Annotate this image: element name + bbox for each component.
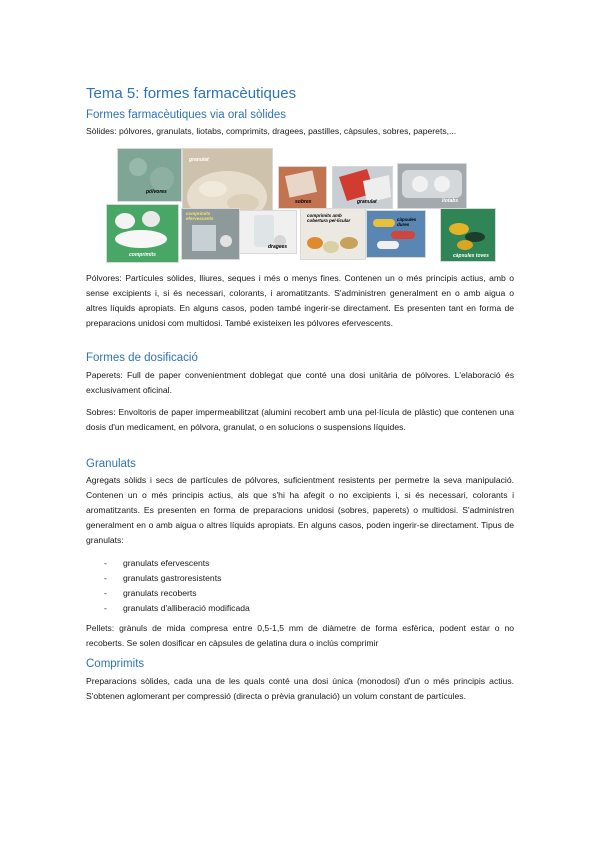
- photo-label: liotabs: [442, 198, 459, 204]
- photo-dragees: [266, 210, 294, 252]
- solids-intro: Sòlides: pólvores, granulats, liotabs, comprimits, dragees, pastilles, càpsules, sobres, paperets,...: [86, 126, 457, 136]
- pellets-paragraph: Pellets: grànuls de mida compresa entre 0,5-1,5 mm de diàmetre de forma esfèrica, podent estar o no recoberts. Se solen dosificar en càpsules de gelatina dura o inclús comprimir: [86, 623, 514, 648]
- list-item: - granulats recoberts: [104, 588, 197, 598]
- photo-label: càpsules toves: [453, 253, 489, 259]
- photo-granulat-sachet: [332, 166, 393, 209]
- photo-liotabs: [397, 163, 467, 209]
- photo-label: càpsules dures: [397, 217, 417, 227]
- comprimits-paragraph: Preparacions sòlides, cada una de les quals conté una dosi única (monodosi) d'un o més principis actius. S'obtenen aglomerant per compressió (directa o prèvia granulació) un volum constant de partícules.: [86, 676, 514, 701]
- photo-label: granulat: [189, 157, 209, 163]
- heading-granulats: Granulats: [86, 458, 136, 470]
- granulats-paragraph: Agregats sòlids i secs de partícules de pólvores, suficientment resistents per permetre la seva manipulació. Contenen un o més principis actius, als que s'hi ha afegit o no excipients i, si és necessari, colorants i aromatitzants. Es presenten en forma de preparacions unidosi (sobres, paperets) o multidosi. S'administren generalment en o amb aigua o altres líquids apropiats. En alguns casos, poden ingerir-se directament. Tipus de granulats:: [86, 475, 514, 545]
- photo-label: dragees: [268, 244, 288, 250]
- photo-polvores: [117, 148, 182, 202]
- list-item: - granulats efervescents: [104, 558, 210, 568]
- heading-comprimits: Comprimits: [86, 658, 145, 670]
- photo-comprimits-efervescents: [181, 208, 240, 260]
- list-item: - granulats gastroresistents: [104, 573, 222, 583]
- photo-sobres: [278, 166, 327, 209]
- photo-capsules-dures: [366, 210, 426, 258]
- photo-label: comprimits amb cobertura pel·licular: [307, 213, 351, 223]
- document-title: Tema 5: formes farmacèutiques: [86, 85, 297, 102]
- photo-comprimits: [106, 204, 179, 263]
- photo-capsules-toves: [440, 208, 496, 262]
- polvores-paragraph: Pólvores: Partícules sòlides, lliures, seques i més o menys fines. Contenen un o més principis actius, amb o sense excipients i, si és necessari, colorants, i aromatitzants. S'administren generalment en o amb aigua o altres líquids apropiats. En alguns casos, poden també ingerir-se directament. Es presenten tant en forma de preparacions unidosi com multidosi. També existeixen les pólvores efervescents.: [86, 273, 514, 328]
- photo-comprimits-cobertura: [300, 208, 366, 260]
- sobres-paragraph: Sobres: Envoltoris de paper impermeabilitzat (alumini recobert amb una pel·lícula de plàstic) que contenen una dosis d'un medicament, en pólvora, granulat, o en solucions o suspensions líquides.: [86, 407, 514, 432]
- paperets-paragraph: Paperets: Full de paper convenientment doblegat que conté una dosi unitària de pólvores. L'elaboració és exclusivament oficinal.: [86, 370, 514, 395]
- heading-formes-dosificacio: Formes de dosificació: [86, 352, 198, 364]
- photo-label: pólvores: [146, 189, 167, 195]
- photo-label: sobres: [295, 199, 312, 205]
- photo-label: comprimits: [129, 252, 156, 258]
- photo-label: granulat: [357, 199, 377, 205]
- granulat-types-list: [104, 556, 250, 616]
- heading-oral-solids: Formes farmacèutiques via oral sòlides: [86, 109, 287, 121]
- list-item: - granulats d'alliberació modificada: [104, 603, 250, 613]
- photo-label: comprimits efervescents: [186, 211, 214, 221]
